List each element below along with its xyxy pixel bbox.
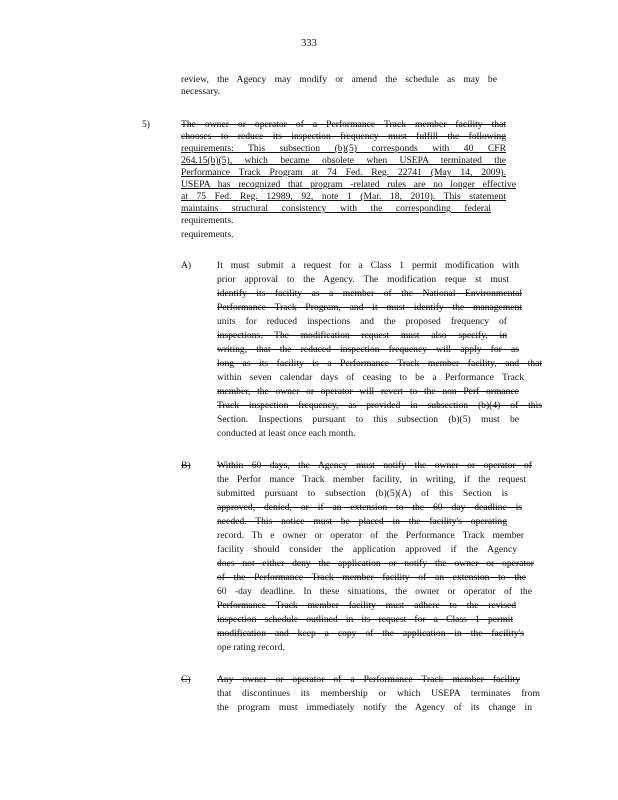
- text-line: requirements.: [181, 229, 234, 240]
- text-line: Any owner or operator of a Performance Track member facility: [217, 674, 520, 685]
- text-line: conducted at least once each month.: [217, 428, 356, 439]
- page-number: 333: [301, 38, 317, 49]
- text-line: units for reduced inspections and the proposed frequency of: [217, 316, 507, 327]
- item-marker: C): [181, 674, 191, 685]
- text-line: chooses to reduce its inspection frequency must fulfill the following: [181, 131, 506, 142]
- text-line: ope rating record.: [217, 642, 285, 653]
- text-line: that discontinues its membership or which USEPA terminates from: [217, 688, 540, 699]
- text-line: facility should consider the application approved if the Agency: [217, 544, 517, 555]
- section-marker: 5): [142, 119, 150, 130]
- text-line: Section. Inspections pursuant to this subsection (b)(5) must be: [217, 414, 519, 425]
- text-line: prior approval to the Agency. The modification reque st must: [217, 274, 509, 285]
- text-line: Within 60 days, the Agency must notify the owner or operator of: [217, 460, 532, 471]
- item-marker: B): [181, 460, 191, 471]
- text-line: submitted pursuant to subsection (b)(5)(A) of this Section is: [217, 488, 508, 499]
- text-line: review, the Agency may modify or amend the schedule as may be: [181, 74, 497, 85]
- text-line: inspections. The modification request must also specify, in: [217, 330, 507, 341]
- text-line: needed. This notice must be placed in the facility's operating: [217, 516, 507, 527]
- text-line: necessary.: [181, 86, 221, 97]
- text-line: at 75 Fed. Reg. 12989, 92, note 1 (Mar. 18, 2010). This statement: [181, 191, 506, 202]
- text-line: Track inspection frequency, as provided in subsection (b)(4) of this: [217, 400, 542, 411]
- text-line: It must submit a request for a Class 1 permit modification with: [217, 260, 519, 271]
- text-line: Performance Track Program at 74 Fed. Reg. 22741 (May 14, 2009).: [181, 167, 506, 178]
- text-line: inspection schedule outlined in its request for a Class 1 permit: [217, 614, 513, 625]
- text-line: Performance Track member facility must adhere to the revised: [217, 600, 516, 611]
- text-line: member, the owner or operator will revert to the non Perf ormance: [217, 386, 519, 397]
- text-line: the program must immediately notify the Agency of its change in: [217, 702, 532, 713]
- item-marker: A): [181, 260, 192, 271]
- text-line: 60 -day deadline. In these situations, the owner or operator of the: [217, 586, 532, 597]
- text-line: Performance Track Program, and it must identify the management: [217, 302, 522, 313]
- text-line: modification and keep a copy of the application in the facility's: [217, 628, 524, 639]
- text-line: approved, denied, or if an extension to the 60 day deadline is: [217, 502, 522, 513]
- text-line: does not either deny the application or notify the owner or operator: [217, 558, 534, 569]
- text-line: requirements.: [181, 215, 234, 226]
- text-line: record. Th e owner or operator of the Performance Track member: [217, 530, 524, 541]
- text-line: long as its facility is a Performance Track member facility, and that: [217, 358, 542, 369]
- text-line: The owner or operator of a Performance Track member facility that: [181, 119, 506, 130]
- text-line: 264.15(b)(5), which became obsolete when USEPA terminated the: [181, 155, 506, 166]
- text-line: writing, that the reduced inspection frequency will apply for as: [217, 344, 519, 355]
- text-line: USEPA has recognized that program -related rules are no longer effective: [181, 179, 516, 190]
- text-line: the Perfor mance Track member facility, in writing, if the request: [217, 474, 526, 485]
- text-line: maintains structural consistency with the corresponding federal: [181, 203, 491, 214]
- text-line: of the Performance Track member facility of an extension to the: [217, 572, 526, 583]
- text-line: requirements: This subsection (b)(5) corresponds with 40 CFR: [181, 143, 506, 154]
- text-line: identify its facility as a member of the National Environmental: [217, 288, 522, 299]
- text-line: within seven calendar days of ceasing to be a Performance Track: [217, 372, 524, 383]
